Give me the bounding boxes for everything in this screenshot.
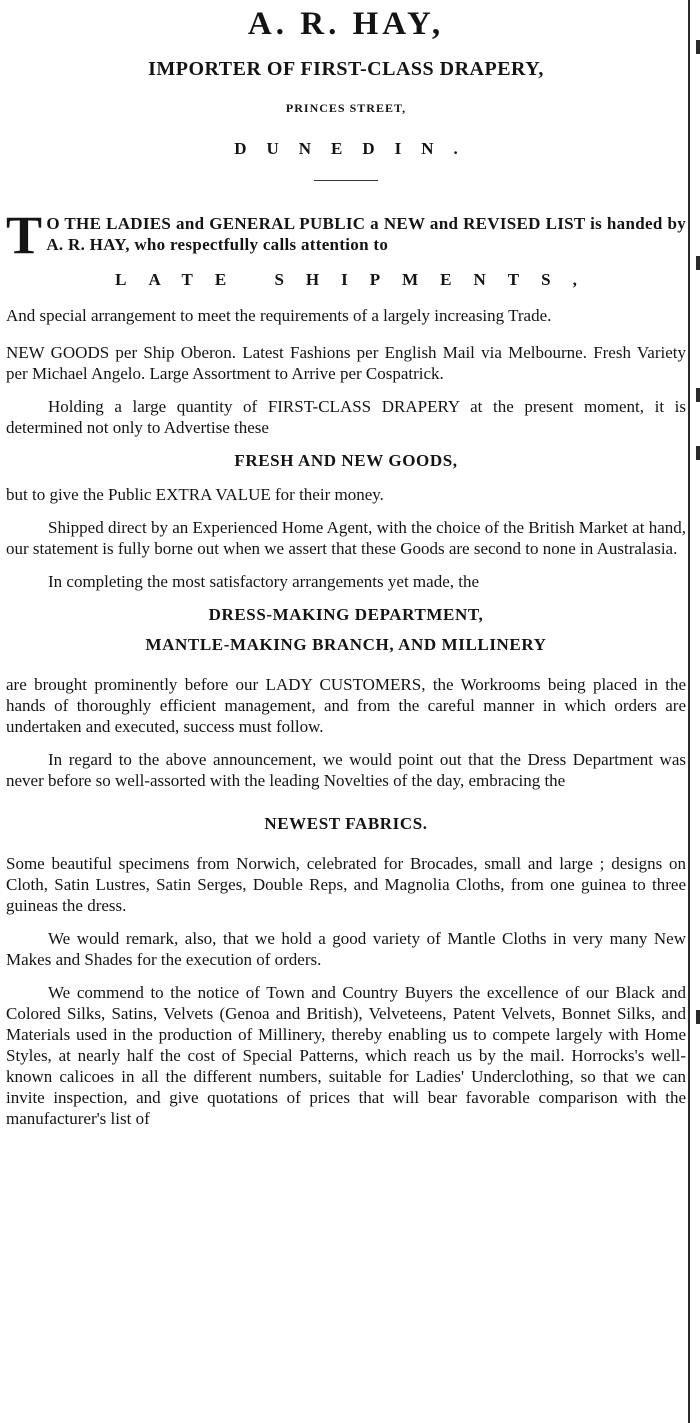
new-goods-paragraph: NEW GOODS per Ship Oberon. Latest Fashions per English Mail via Melbourne. Fresh Variety per Michael Angelo. Large Assortment to Arrive per Cospatrick.: [6, 343, 686, 383]
commend-paragraph: We commend to the notice of Town and Country Buyers the excellence of our Black and Colored Silks, Satins, Velvets (Genoa and British), Velveteens, Patent Velvets, Bonnet Silks, and Materials used in the production of Millinery, thereby enabling us to compete largely with Home Styles, at nearly half the cost of Special Patterns, which reach us by the mail. Horrocks's well-known calicoes in all the different numbers, suitable for Ladies' Underclothing, so that we can invite inspection, and give quotations of prices that will bear favorable comparison with the manufacturer's list of: [6, 983, 686, 1128]
column-rule: [688, 0, 690, 1423]
drop-cap: T: [6, 205, 43, 265]
newest-fabrics-heading: NEWEST FABRICS.: [264, 814, 428, 833]
edge-mark: [696, 446, 700, 460]
mantle-cloths-paragraph: We would remark, also, that we hold a good variety of Mantle Cloths in very many New Makes and Shades for the execution of orders.: [6, 929, 686, 969]
edge-mark: [696, 256, 700, 270]
city-name: DUNEDIN.: [234, 139, 478, 158]
extra-value-paragraph: but to give the Public EXTRA VALUE for their money.: [6, 485, 384, 504]
advertiser-subtitle: IMPORTER OF FIRST-CLASS DRAPERY,: [148, 58, 544, 80]
lady-customers-paragraph: are brought prominently before our LADY CUSTOMERS, the Workrooms being placed in the hands of thoroughly efficient management, and from the careful manner in which orders are undertaken and executed, success must follow.: [6, 675, 686, 736]
section-divider: [314, 180, 378, 181]
fresh-goods-heading: FRESH AND NEW GOODS,: [234, 451, 458, 470]
intro-paragraph: [6, 205, 686, 265]
late-shipments-heading: LATE SHIPMENTS,: [115, 270, 599, 289]
mantle-making-heading: MANTLE-MAKING BRANCH, AND MILLINERY: [145, 635, 547, 654]
regard-paragraph: In regard to the above announcement, we would point out that the Dress Department was never before so well-assorted with the leading Novelties of the day, embracing the: [6, 750, 686, 790]
completing-paragraph: In completing the most satisfactory arrangements yet made, the: [48, 572, 480, 591]
street-address: PRINCES STREET,: [285, 101, 407, 115]
advertiser-name: A. R. HAY,: [247, 6, 445, 42]
shipped-paragraph: Shipped direct by an Experienced Home Agent, with the choice of the British Market at hand, our statement is fully borne out when we assert that these Goods are second to none in Australasia.: [6, 518, 686, 558]
holding-paragraph: Holding a large quantity of FIRST-CLASS DRAPERY at the present moment, it is determined not only to Advertise these: [6, 397, 686, 437]
edge-mark: [696, 1010, 700, 1024]
specimens-paragraph: Some beautiful specimens from Norwich, celebrated for Brocades, small and large ; designs on Cloth, Satin Lustres, Satin Serges, Double Reps, and Magnolia Cloths, from one guinea to three guineas the dress.: [6, 854, 686, 915]
edge-mark: [696, 40, 700, 54]
dress-making-heading: DRESS-MAKING DEPARTMENT,: [208, 605, 484, 624]
advertisement-column: [6, 0, 686, 1129]
intro-text: O THE LADIES and GENERAL PUBLIC a NEW and REVISED LIST is handed by A. R. HAY, who respectfully calls attention to: [46, 214, 686, 254]
edge-mark: [696, 388, 700, 402]
arrangement-paragraph: And special arrangement to meet the requirements of a largely increasing Trade.: [6, 306, 552, 325]
